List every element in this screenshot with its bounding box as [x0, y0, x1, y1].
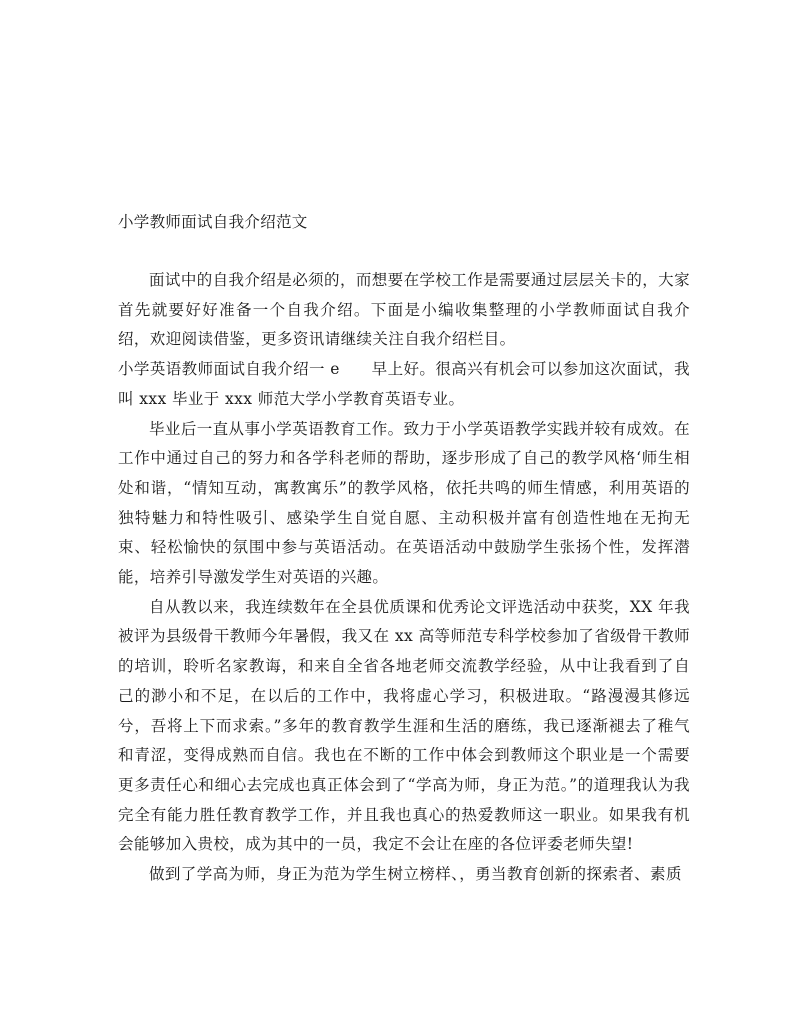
- paragraph-greeting: 小学英语教师面试自我介绍一 e 早上好。很高兴有机会可以参加这次面试，我叫 xxx 毕业于 xxx 师范大学小学教育英语专业。: [118, 360, 690, 408]
- document-title: 小学教师面试自我介绍范文: [118, 213, 308, 231]
- paragraph-closing: 做到了学高为师，身正为范为学生树立榜样、，勇当教育创新的探索者、素质: [149, 865, 682, 884]
- paragraph-teaching-style: 毕业后一直从事小学英语教育工作。致力于小学英语教学实践并较有成效。在工作中通过自己的努力和各学科老师的帮助，逐步形成了自己的教学风格‘师生相处和谐，“情知互动，寓教寓乐”的教学风格，依托共鸣的师生情感，利用英语的独特魅力和特性吸引、感染学生自觉自愿、主动积极并富有创造性地在无拘无束、轻松愉快的氛围中参与英语活动。在英语活动中鼓励学生张扬个性，发挥潜能，培养引导激发学生对英语的兴趣。: [118, 419, 690, 587]
- paragraph-intro: 面试中的自我介绍是必须的，而想要在学校工作是需要通过层层关卡的，大家首先就要好好准备一个自我介绍。下面是小编收集整理的小学教师面试自我介绍，欢迎阅读借鉴，更多资讯请继续关注自我介绍栏目。: [118, 271, 690, 349]
- document-body: [118, 266, 690, 890]
- paragraph-achievements: 自从教以来，我连续数年在全县优质课和优秀论文评选活动中获奖，XX 年我被评为县级骨干教师今年暑假，我又在 xx 高等师范专科学校参加了省级骨干教师的培训，聆听名家教诲，和来自全省各地老师交流教学经验，从中让我看到了自己的渺小和不足，在以后的工作中，我将虚心学习，积极进取。“路漫漫其修远兮，吾将上下而求索。”多年的教育教学生涯和生活的磨练，我已逐渐褪去了稚气和青涩，变得成熟而自信。我也在不断的工作中体会到教师这个职业是一个需要更多责任心和细心去完成也真正体会到了“学高为师，身正为范。”的道理我认为我完全有能力胜任教育教学工作，并且我也真心的热爱教师这一职业。如果我有机会能够加入贵校，成为其中的一员，我定不会让在座的各位评委老师失望!: [118, 597, 690, 854]
